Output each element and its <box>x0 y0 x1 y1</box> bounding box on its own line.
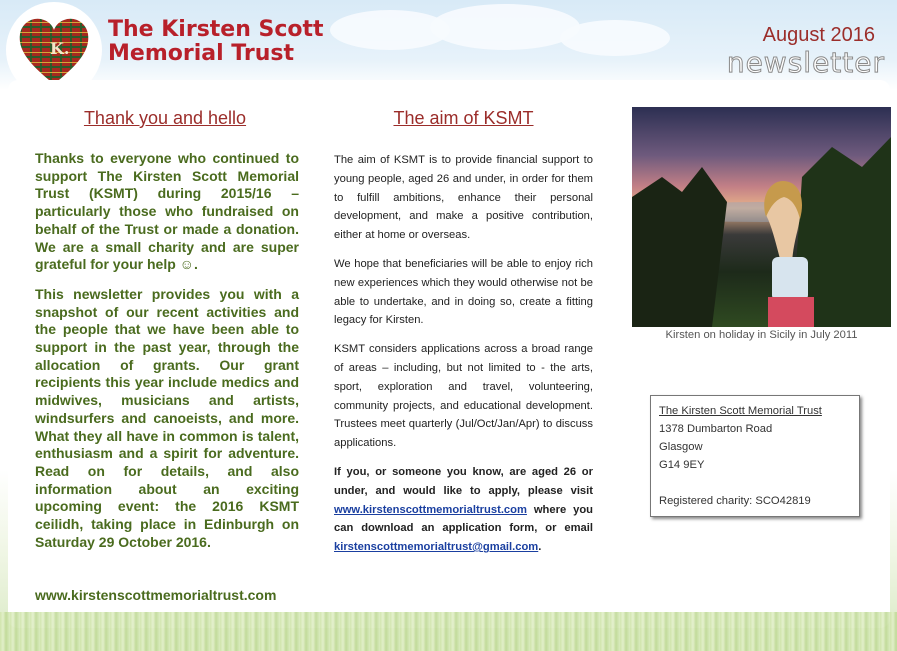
address-postcode: G14 9EY <box>659 459 705 471</box>
trust-title <box>108 18 324 66</box>
aim-paragraph-3: KSMT considers applications across a broad range of areas – including, but not limited to - the arts, sport, exploration and travel, volunteering, community projects, and educational development. Trustees meet quarterly (Jul/Oct/Jan/Apr) to discuss applications. <box>334 343 593 450</box>
website-url: www.kirstenscottmemorialtrust.com <box>35 587 277 603</box>
apply-paragraph <box>334 463 593 557</box>
logo-letter: K. <box>50 39 70 58</box>
newsletter-label: newsletter <box>726 46 885 79</box>
cloud-decoration <box>560 20 670 56</box>
photo-caption: Kirsten on holiday in Sicily in July 2011 <box>665 329 858 341</box>
aim-heading: The aim of KSMT <box>393 108 534 128</box>
kirsten-photo <box>632 107 891 327</box>
grass-decoration <box>0 612 897 651</box>
address-city: Glasgow <box>659 441 703 453</box>
photo-scene-icon <box>632 107 891 327</box>
apply-email-link[interactable]: kirstenscottmemorialtrust@gmail.com <box>334 541 539 554</box>
thank-you-paragraph-1: Thanks to everyone who continued to support The Kirsten Scott Memorial Trust (KSMT) during 2015/16 – particularly those who fundraised on behalf of the Trust or made a donation. We are a small charity and are super grateful for your help ☺. <box>35 150 299 273</box>
trust-title-line1: The Kirsten Scott <box>108 17 324 42</box>
address-street: 1378 Dumbarton Road <box>659 423 773 435</box>
address-box <box>650 395 860 517</box>
aim-paragraph-2: We hope that beneficiaries will be able to enjoy rich new experiences which they would otherwise not be able to undertake, and in doing so, create a fitting legacy for Kirsten. <box>334 257 593 327</box>
address-spacer <box>659 474 851 492</box>
issue-date: August 2016 <box>762 24 875 46</box>
thank-you-paragraph-2: This newsletter provides you with a snapshot of our recent activities and the people that we have been able to support in the past year, through the allocation of grants. Our grant recipients this year include medics and midwives, musicians and artists, windsurfers and canoeists, and more. What they all have in common is talent, enthusiasm and a spirit for adventure. Read on for details, and also information about an exciting upcoming event: the 2016 KSMT ceilidh, taking place in Edinburgh on Saturday 29 October 2016. <box>35 285 299 550</box>
aim-paragraph-1: The aim of KSMT is to provide financial support to young people, aged 26 and under, in order for them to fulfill ambitions, enhance their personal development, and make a positive contribution, either at home or overseas. <box>334 154 593 242</box>
cloud-decoration <box>430 4 580 50</box>
aim-text <box>334 151 593 567</box>
apply-text-3: . <box>538 541 542 554</box>
charity-number: Registered charity: SCO42819 <box>659 495 811 507</box>
thank-you-text <box>35 150 299 563</box>
address-name: The Kirsten Scott Memorial Trust <box>659 405 822 417</box>
apply-website-link[interactable]: www.kirstenscottmemorialtrust.com <box>334 503 527 516</box>
apply-text-1: If you, or someone you know, are aged 26 or under, and would like to apply, please visit <box>334 465 593 497</box>
trust-title-line2: Memorial Trust <box>108 41 295 66</box>
apply-text-2: where you can download an application form, or email <box>334 503 593 535</box>
thank-you-heading: Thank you and hello <box>83 108 247 128</box>
